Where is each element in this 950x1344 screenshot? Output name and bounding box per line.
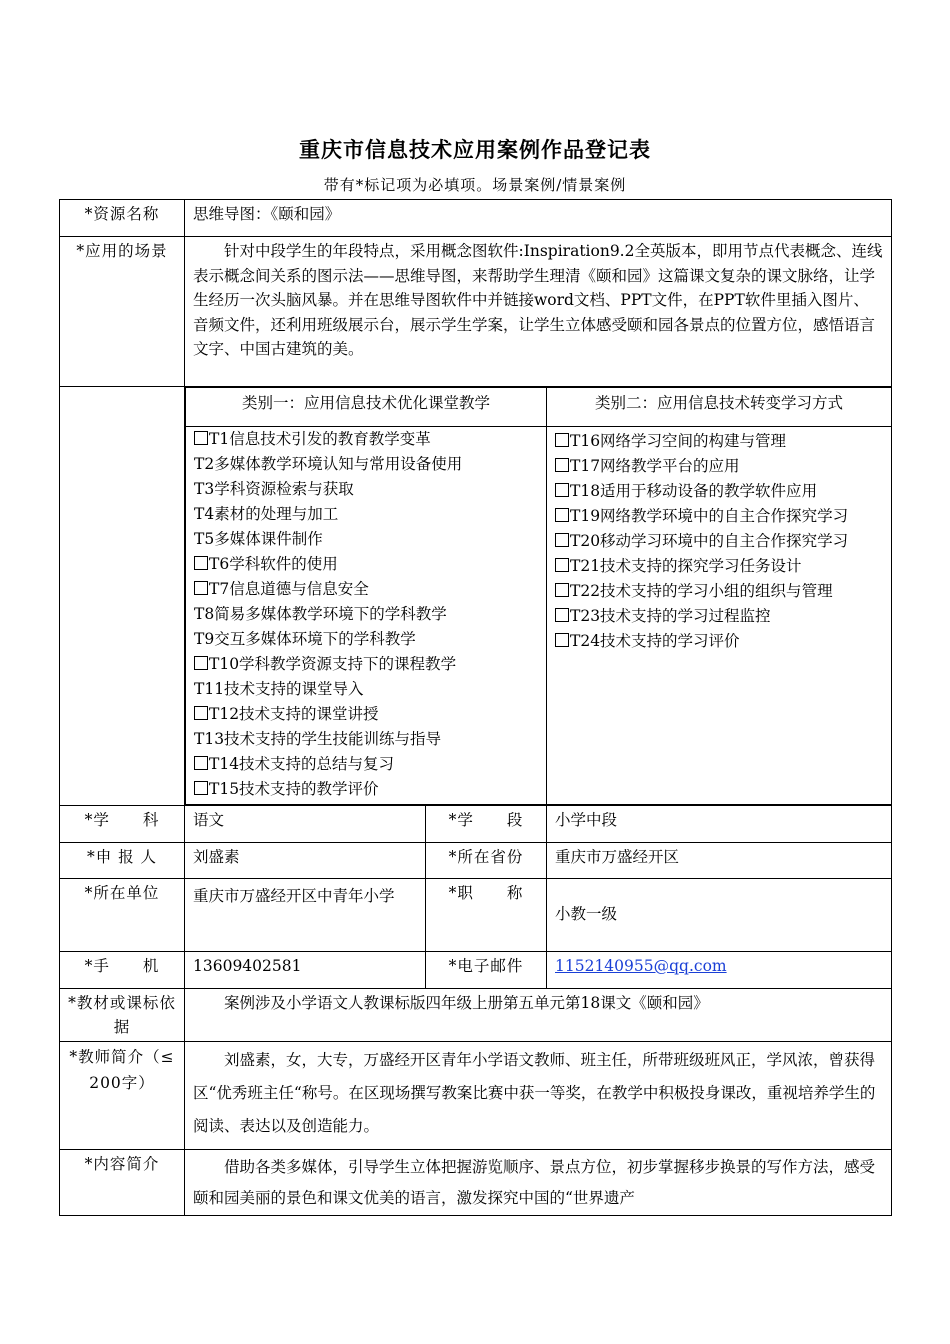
category-item-label: T12技术支持的课堂讲授 (209, 704, 379, 723)
subject-value[interactable]: 语文 (185, 805, 426, 842)
category-item-label: T24技术支持的学习评价 (570, 631, 740, 650)
teacher-value[interactable]: 刘盛素，女，大专，万盛经开区青年小学语文教师、班主任，所带班级班风正，学风浓，曾获得区“优秀班主任“称号。在区现场撰写教案比赛中获一等奖，在教学中积极投身课改，重视培养学生的阅读、表达以及创造能力。 (185, 1041, 892, 1149)
category-2-title: 类别二：应用信息技术转变学习方式 (547, 388, 892, 427)
category-table (185, 387, 892, 805)
reporter-value[interactable]: 刘盛素 (185, 842, 426, 878)
category-item[interactable] (555, 629, 883, 654)
category-item-label: T23技术支持的学习过程监控 (570, 606, 771, 625)
textbook-row (60, 988, 892, 1041)
category-item[interactable] (555, 529, 883, 554)
checkbox-icon[interactable] (194, 756, 208, 770)
page-subtitle: 带有*标记项为必填项。场景案例/情景案例 (323, 176, 627, 194)
checkbox-icon[interactable] (194, 656, 208, 670)
category-item-label: T15技术支持的教学评价 (209, 779, 379, 798)
category-item[interactable] (194, 777, 538, 802)
category-1-title: 类别一：应用信息技术优化课堂教学 (186, 388, 547, 427)
province-value[interactable]: 重庆市万盛经开区 (547, 842, 892, 878)
unit-label: *所在单位 (60, 878, 185, 951)
content-label: *内容简介 (60, 1149, 185, 1215)
category-head-row (186, 388, 892, 427)
category-item[interactable] (194, 677, 538, 702)
category-item[interactable] (194, 602, 538, 627)
checkbox-icon[interactable] (194, 706, 208, 720)
category-item[interactable] (194, 727, 538, 752)
teacher-label: *教师简介（≤200字） (60, 1041, 185, 1149)
category-item[interactable] (194, 552, 538, 577)
category-item[interactable] (555, 479, 883, 504)
page-title: 重庆市信息技术应用案例作品登记表 (299, 137, 651, 162)
stage-label: *学 段 (426, 805, 547, 842)
textbook-label: *教材或课标依据 (60, 988, 185, 1041)
category-item-label: T19网络教学环境中的自主合作探究学习 (570, 506, 849, 525)
checkbox-icon[interactable] (555, 483, 569, 497)
checkbox-icon[interactable] (555, 458, 569, 472)
category-item-label: T16网络学习空间的构建与管理 (570, 431, 787, 450)
resource-row (60, 200, 892, 237)
category-item-label: T8简易多媒体教学环境下的学科教学 (194, 604, 447, 623)
phone-value[interactable]: 13609402581 (185, 951, 426, 988)
category-item-label: T2多媒体教学环境认知与常用设备使用 (194, 454, 463, 473)
category-item-label: T10学科教学资源支持下的课程教学 (209, 654, 457, 673)
category-item[interactable] (194, 477, 538, 502)
email-cell (547, 951, 892, 988)
category-item-label: T9交互多媒体环境下的学科教学 (194, 629, 416, 648)
category-item[interactable] (555, 429, 883, 454)
category-item[interactable] (555, 454, 883, 479)
content-value[interactable]: 借助各类多媒体，引导学生立体把握游览顺序、景点方位，初步掌握移步换景的写作方法，感受颐和园美丽的景色和课文优美的语言，激发探究中国的“世界遗产 (185, 1149, 892, 1215)
email-link[interactable]: 1152140955@qq.com (555, 956, 727, 975)
scene-label: *应用的场景 (60, 237, 185, 387)
category-item-label: T1信息技术引发的教育教学变革 (209, 429, 431, 448)
category-list-row (186, 426, 892, 804)
phone-label: *手 机 (60, 951, 185, 988)
category-item[interactable] (194, 427, 538, 452)
scene-row (60, 237, 892, 387)
category-item[interactable] (194, 627, 538, 652)
subject-label: *学 科 (60, 805, 185, 842)
checkbox-icon[interactable] (194, 556, 208, 570)
textbook-value[interactable]: 案例涉及小学语文人教课标版四年级上册第五单元第18课文《颐和园》 (185, 988, 892, 1041)
reporter-label: *申 报 人 (60, 842, 185, 878)
category-2-list (547, 426, 892, 804)
checkbox-icon[interactable] (194, 581, 208, 595)
category-item-label: T22技术支持的学习小组的组织与管理 (570, 581, 833, 600)
category-item-label: T5多媒体课件制作 (194, 529, 323, 548)
category-item[interactable] (555, 504, 883, 529)
scene-value[interactable]: 针对中段学生的年段特点，采用概念图软件:Inspiration9.2全英版本，即用节点代表概念、连线表示概念间关系的图示法——思维导图，来帮助学生理清《颐和园》这篇课文复杂的课文脉络，让学生经历一次头脑风暴。并在思维导图软件中并链接word文档、PPT文件，在PPT软件里插入图片、音频文件，还利用班级展示台，展示学生学案，让学生立体感受颐和园各景点的位置方位，感悟语言文字、中国古建筑的美。 (185, 237, 892, 387)
checkbox-icon[interactable] (194, 781, 208, 795)
category-item-label: T21技术支持的探究学习任务设计 (570, 556, 802, 575)
checkbox-icon[interactable] (555, 558, 569, 572)
category-item[interactable] (555, 604, 883, 629)
title-rank-value[interactable]: 小教一级 (547, 878, 892, 951)
resource-value[interactable]: 思维导图：《颐和园》 (185, 200, 892, 237)
category-item[interactable] (555, 554, 883, 579)
category-item-label: T6学科软件的使用 (209, 554, 338, 573)
checkbox-icon[interactable] (194, 431, 208, 445)
checkbox-icon[interactable] (555, 583, 569, 597)
category-item-label: T4素材的处理与加工 (194, 504, 339, 523)
category-cell (185, 387, 892, 806)
teacher-row (60, 1041, 892, 1149)
category-item[interactable] (555, 579, 883, 604)
category-item[interactable] (194, 652, 538, 677)
category-item-label: T17网络教学平台的应用 (570, 456, 740, 475)
province-label: *所在省份 (426, 842, 547, 878)
category-item-label: T13技术支持的学生技能训练与指导 (194, 729, 442, 748)
checkbox-icon[interactable] (555, 508, 569, 522)
content-row (60, 1149, 892, 1215)
category-item[interactable] (194, 702, 538, 727)
category-item-label: T20移动学习环境中的自主合作探究学习 (570, 531, 849, 550)
checkbox-icon[interactable] (555, 433, 569, 447)
unit-value[interactable]: 重庆市万盛经开区中青年小学 (185, 878, 426, 951)
category-item[interactable] (194, 752, 538, 777)
checkbox-icon[interactable] (555, 533, 569, 547)
subject-row (60, 805, 892, 842)
stage-value[interactable]: 小学中段 (547, 805, 892, 842)
registration-form (59, 199, 892, 1216)
category-1-list (186, 426, 547, 804)
category-item[interactable] (194, 577, 538, 602)
category-item-label: T14技术支持的总结与复习 (209, 754, 395, 773)
category-item-label: T18适用于移动设备的教学软件应用 (570, 481, 818, 500)
category-item-label: T3学科资源检索与获取 (194, 479, 354, 498)
category-item-label: T11技术支持的课堂导入 (194, 679, 364, 698)
category-item[interactable] (194, 527, 538, 552)
unit-row (60, 878, 892, 951)
email-label: *电子邮件 (426, 951, 547, 988)
category-item-label: T7信息道德与信息安全 (209, 579, 369, 598)
category-item[interactable] (194, 502, 538, 527)
title-rank-label: *职 称 (426, 878, 547, 951)
reporter-row (60, 842, 892, 878)
checkbox-icon[interactable] (555, 633, 569, 647)
category-row (60, 387, 892, 806)
category-item[interactable] (194, 452, 538, 477)
phone-row (60, 951, 892, 988)
resource-label: *资源名称 (60, 200, 185, 237)
category-label-empty (60, 387, 185, 806)
checkbox-icon[interactable] (555, 608, 569, 622)
